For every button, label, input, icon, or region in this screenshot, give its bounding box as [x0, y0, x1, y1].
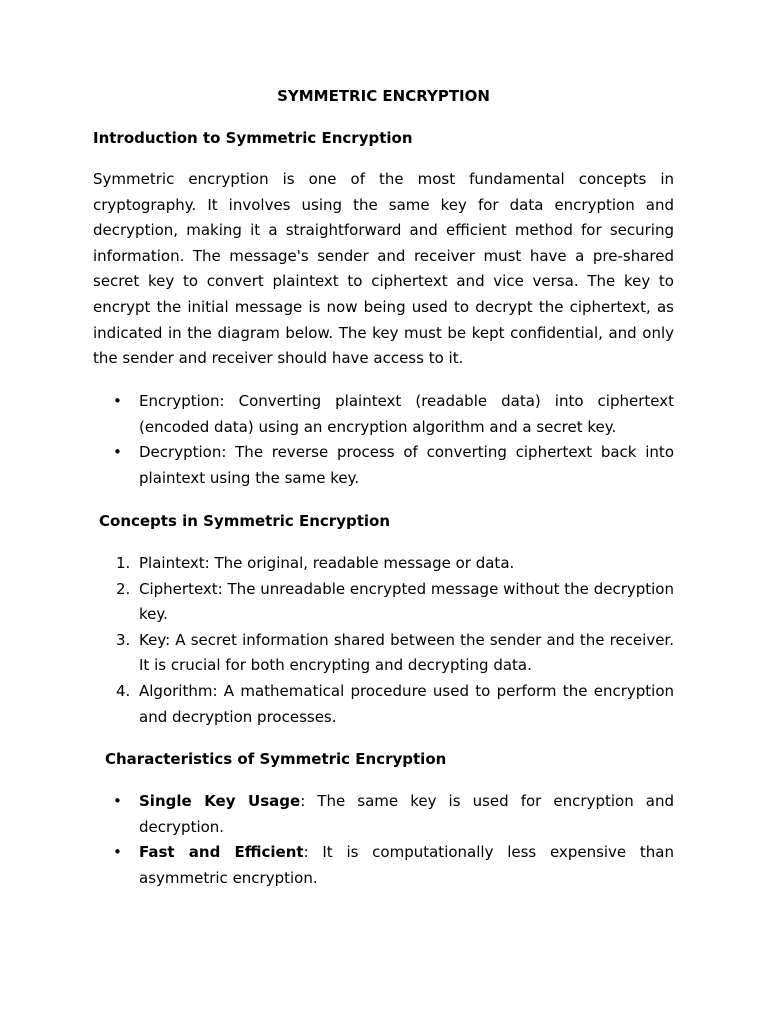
list-item [93, 679, 674, 730]
number-marker: 4. [116, 681, 131, 700]
number-marker: 3. [116, 630, 131, 649]
bullet-marker: • [113, 392, 122, 410]
term-description: : It is computationally less expensive than asymmetric encryption. [139, 843, 674, 887]
list-item [93, 789, 674, 840]
concepts-heading: Concepts in Symmetric Encryption [99, 512, 391, 530]
intro-paragraph: Symmetric encryption is one of the most fundamental concepts in cryptography. It involves using the same key for data encryption and decryption, making it a straightforward and efficient method for securing information. The message's sender and receiver must have a pre-shared secret key to convert plaintext to ciphertext and vice versa. The key to encrypt the initial message is now being used to decrypt the ciphertext, as indicated in the diagram below. The key must be kept confidential, and only the sender and receiver should have access to it. [93, 170, 674, 368]
list-item [93, 577, 674, 628]
characteristics-heading: Characteristics of Symmetric Encryption [105, 750, 447, 768]
concepts-numbered-list [93, 551, 674, 730]
bullet-text: Decryption: The reverse process of converting ciphertext back into plaintext using the same key. [139, 443, 674, 487]
characteristics-bullet-list [93, 789, 674, 891]
item-text: Plaintext: The original, readable message or data. [139, 554, 515, 572]
bullet-marker: • [113, 843, 122, 862]
list-item [93, 440, 674, 491]
bullet-marker: • [113, 792, 122, 810]
item-text: Algorithm: A mathematical procedure used to perform the encryption and decryption processes. [139, 681, 674, 726]
bullet-marker: • [113, 443, 122, 462]
term-description: : The same key is used for encryption and decryption. [139, 792, 674, 836]
intro-bullet-list [93, 389, 674, 491]
document-title: SYMMETRIC ENCRYPTION [277, 87, 490, 105]
list-item [93, 840, 674, 891]
list-item [93, 389, 674, 440]
intro-heading: Introduction to Symmetric Encryption [93, 129, 413, 147]
number-marker: 2. [116, 579, 131, 598]
term-label: Fast and Efficient [139, 843, 304, 862]
item-text: Key: A secret information shared between the sender and the receiver. It is crucial for both encrypting and decrypting data. [139, 630, 674, 675]
list-item [93, 551, 674, 577]
list-item [93, 628, 674, 679]
number-marker: 1. [116, 554, 131, 572]
item-text: Ciphertext: The unreadable encrypted message without the decryption key. [139, 579, 674, 624]
bullet-text: Encryption: Converting plaintext (readable data) into ciphertext (encoded data) using an encryption algorithm and a secret key. [139, 392, 674, 436]
term-label: Single Key Usage [139, 792, 301, 810]
